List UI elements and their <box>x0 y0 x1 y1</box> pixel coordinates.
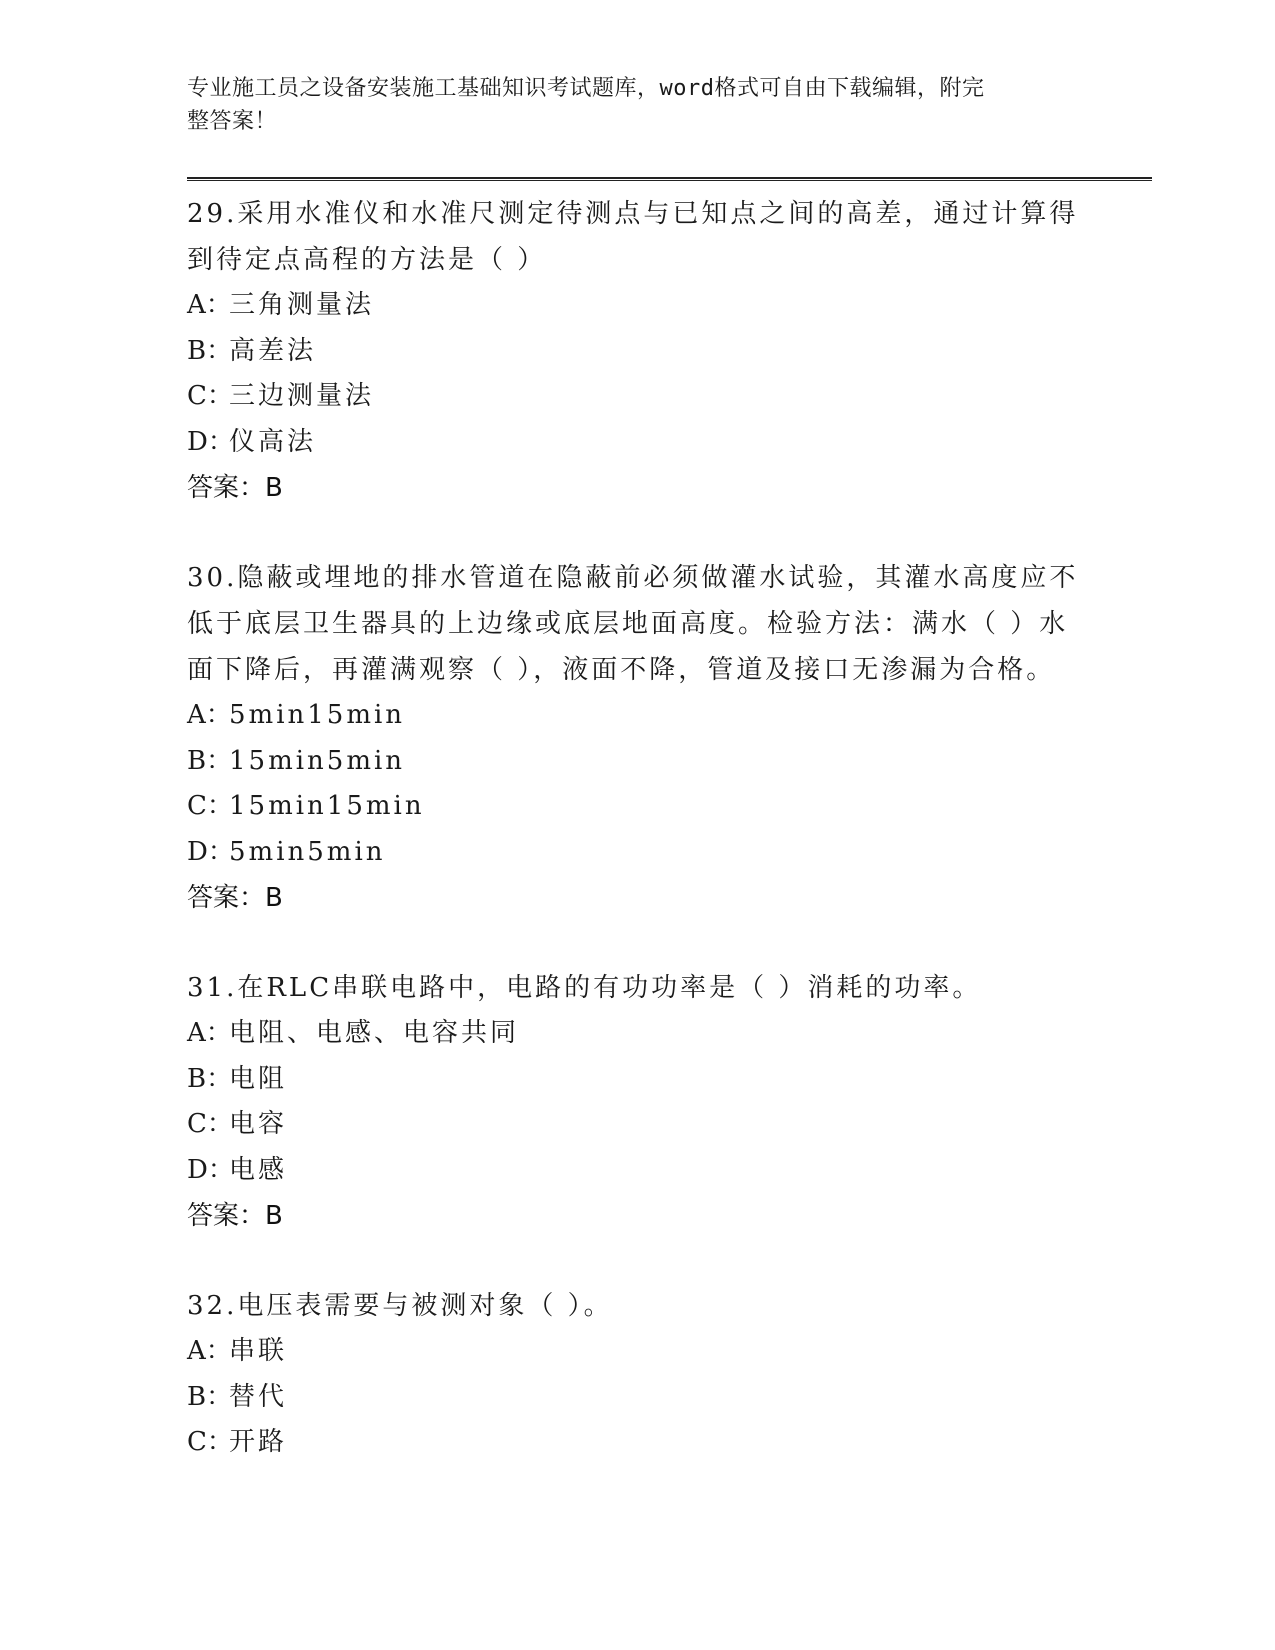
option-a <box>187 1011 1087 1057</box>
option-letter: B： <box>187 745 233 776</box>
option-text: 开路 <box>229 1427 288 1457</box>
option-letter: C： <box>187 1109 233 1139</box>
option-c <box>187 374 1087 420</box>
option-text: 三边测量法 <box>229 381 375 411</box>
question-32 <box>187 1283 1087 1466</box>
option-text: 电容 <box>229 1109 288 1139</box>
question-29 <box>187 191 1087 511</box>
option-a <box>187 693 1087 739</box>
option-letter: D： <box>187 836 234 867</box>
option-text: 三角测量法 <box>229 290 375 320</box>
option-text: 串联 <box>229 1336 288 1366</box>
question-31 <box>187 965 1087 1239</box>
question-stem: 31.在RLC串联电路中，电路的有功功率是（ ）消耗的功率。 <box>187 973 982 1003</box>
answer-line: 答案：B <box>187 473 283 503</box>
option-b <box>187 1375 1087 1421</box>
option-letter: A： <box>187 1336 232 1366</box>
question-stem: 30.隐蔽或埋地的排水管道在隐蔽前必须做灌水试验，其灌水高度应不低于底层卫生器具的上边缘或底层地面高度。检验方法：满水（ ）水面下降后，再灌满观察（ ），液面不降，管道及接口无渗漏为合格。 <box>187 563 1079 685</box>
option-b <box>187 329 1087 375</box>
header-line-1: 专业施工员之设备安装施工基础知识考试题库，word格式可自由下载编辑，附完 <box>187 76 985 101</box>
option-a <box>187 1329 1087 1375</box>
option-text: 电阻、电感、电容共同 <box>229 1018 520 1048</box>
question-stem: 32.电压表需要与被测对象（ ）。 <box>187 1291 613 1321</box>
option-letter: B： <box>187 1063 233 1094</box>
option-b <box>187 739 1087 785</box>
option-letter: C： <box>187 1427 233 1457</box>
option-text: 电阻 <box>229 1063 288 1094</box>
option-c <box>187 1102 1087 1148</box>
option-letter: D： <box>187 426 234 457</box>
option-text: 5min15min <box>229 700 406 730</box>
option-a <box>187 283 1087 329</box>
question-stem: 29.采用水准仪和水准尺测定待测点与已知点之间的高差，通过计算得到待定点高程的方法是（ ） <box>187 199 1079 275</box>
question-30 <box>187 555 1087 921</box>
option-letter: C： <box>187 381 233 411</box>
option-d <box>187 420 1087 466</box>
option-letter: A： <box>187 290 232 320</box>
option-c <box>187 1420 1087 1466</box>
option-text: 仪高法 <box>229 426 317 457</box>
option-text: 替代 <box>229 1381 288 1412</box>
document-header-note <box>187 72 1067 138</box>
option-text: 高差法 <box>229 335 317 366</box>
answer-line: 答案：B <box>187 1201 283 1231</box>
option-text: 5min5min <box>229 836 386 867</box>
option-letter: B： <box>187 335 233 366</box>
option-d <box>187 830 1087 876</box>
question-list <box>187 191 1087 1510</box>
option-letter: A： <box>187 700 232 730</box>
option-letter: B： <box>187 1381 233 1412</box>
option-text: 电感 <box>229 1154 288 1185</box>
answer-line: 答案：B <box>187 883 283 913</box>
header-divider <box>187 177 1152 181</box>
option-letter: D： <box>187 1154 234 1185</box>
option-letter: A： <box>187 1018 232 1048</box>
header-line-2: 整答案！ <box>187 109 278 134</box>
option-letter: C： <box>187 791 233 821</box>
option-b <box>187 1057 1087 1103</box>
option-text: 15min5min <box>229 745 406 776</box>
option-text: 15min15min <box>229 791 425 821</box>
option-d <box>187 1148 1087 1194</box>
option-c <box>187 784 1087 830</box>
